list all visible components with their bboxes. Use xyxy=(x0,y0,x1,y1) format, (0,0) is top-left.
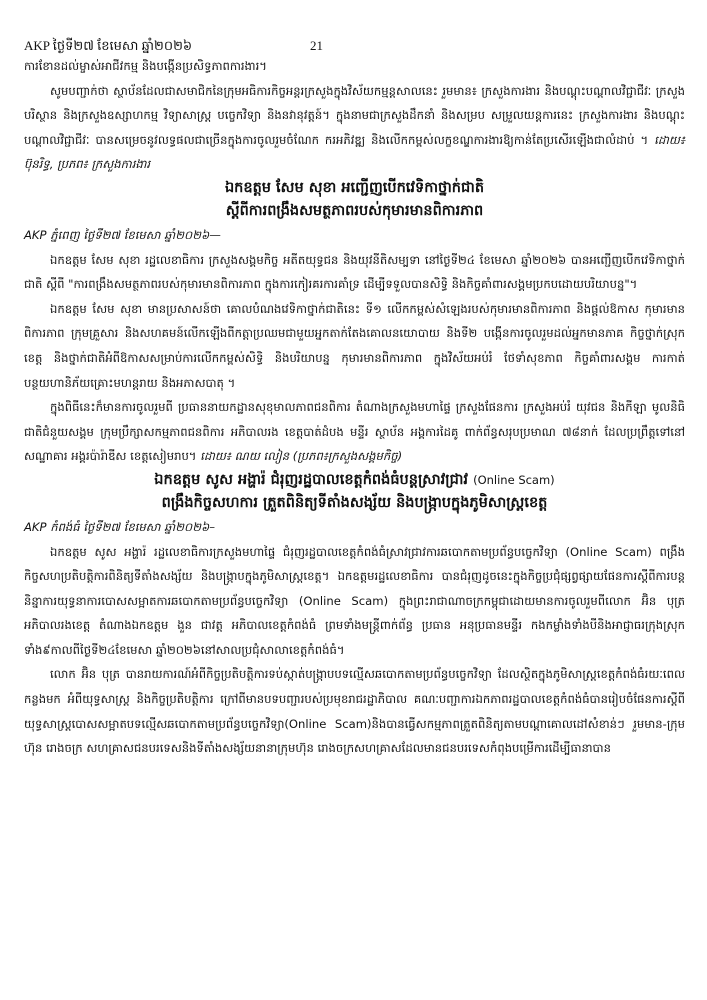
paragraph-text: ក្នុងពិធីនេះក៏មានការចូលរួមពី ប្រធាននាយកដ្ឋានសុខុមាលភាពជនពិការ តំណាងក្រសួងមហាផ្ទៃ ក្រសួងផែនការ ក្រសួងអប់រំ យុវជន និងកីឡា មូលនិធិជាតិជំនួយសង្គម ក្រុមប្រឹក្សាសកម្មភាពជនពិការ អភិបាលរង ខេត្តបាត់ដំបង មន្ទីរ ស្ថាប័ន អង្គការដៃគូ ពាក់ព័ន្ធសរុបប្រមាណ ៧៨នាក់ ដែលប្រព្រឹត្តទៅនៅសណ្ឋាគារ អង្គរប៉ារ៉ាឌីស ខេត្តសៀមរាប។ xyxy=(24,400,685,464)
article-paragraph: លោក អ៊ិន បុត្រ បានរាយការណ៍អំពីកិច្ចប្រតិបត្តិការទប់ស្កាត់បង្ក្រាបបទល្មើសឆបោកតាមប្រព័ន្ធបច្ចេកវិទ្យា ដែលស្ថិតក្នុងភូមិសាស្ត្រខេត្តកំពង់ធំរយៈពេលកន្លងមក អំពីយុទ្ធសាស្ត្រ និងកិច្ចប្រតិបត្តិការ ក្រៅពីមានបទបញ្ជារបស់ប្រមុខរាជរដ្ឋាភិបាល គណៈបញ្ជាការឯកភាពរដ្ឋបាលខេត្តកំពង់ធំបានរៀបចំផែនការស្តីពីយុទ្ធសាស្ត្របោសសម្អាតបទល្មើសឆបោកតាមប្រព័ន្ធបច្ចេកវិទ្យា(Online Scam)និងបានធ្វើសកម្មភាពត្រួតពិនិត្យតាមបណ្តាគោលដៅសំខាន់ៗ រួមមាន-ក្រុមហ៊ុន រោងចក្រ សហគ្រាសជនបរទេសនិងទីតាំងសង្ស័យនានាក្រុមហ៊ុន រោងចក្រសហគ្រាសដែលមានជនបរទេសកំពុងបម្រើការដើម្បីធានាបាន xyxy=(24,667,685,756)
article-disability-forum xyxy=(24,177,685,469)
article-tail: ការខែានដល់ម្ចាស់អាជីវកម្ម និងបង្កើនប្រសិទ្ធភាពការងារ។ xyxy=(24,59,267,73)
article-labor-inspection xyxy=(24,54,685,177)
header-source-date: AKP ថ្ងៃទី២៧ ខែមេសា ឆ្នាំ២០២៦ xyxy=(24,38,193,53)
page-header xyxy=(24,32,685,54)
article-online-scam xyxy=(24,469,685,761)
headline-line-2: ពង្រឹងកិច្ចសហការ ត្រួតពិនិត្យទីតាំងសង្ស័យ និងបង្ក្រាបក្នុងភូមិសាស្ត្រខេត្ត xyxy=(161,494,548,511)
page-number: 21 xyxy=(310,38,323,53)
headline-line-2: ស្តីពីការពង្រឹងសមត្ថភាពរបស់កុមារមានពិការភាព xyxy=(225,202,484,219)
headline-line-1: ឯកឧត្តម សូស អង្ហារ៉ ជំរុញរដ្ឋបាលខេត្តកំពង់ធំបន្តស្រាវជ្រាវ xyxy=(154,471,469,488)
article-paragraph: ឯកឧត្តម សែម សុខា មានប្រសាសន៍ថា គោលបំណងវេទិកាថ្នាក់ជាតិនេះ ទី១ លើកកម្ពស់សំឡេងរបស់កុមារមានពិការភាព និងផ្តល់ឱកាស កុមារមានពិការភាព ក្រុមគ្រួសារ និងសហគមន៍លើកឡើងពីកត្តាប្រឈមជាមួយអ្នកតាក់តែងគោលនយោបាយ និងទី២ បង្កើនការចូលរួមដល់អ្នកមានភាគ កិច្ចថ្នាក់ស្រុក ខេត្ត និងថ្នាក់ជាតិអំពីឱកាសសម្រាប់ការលើកកម្ពស់សិទ្ធិ និងបរិយាបន្ន កុមារមានពិការភាព ក្នុងវិស័យអប់រំ ថែទាំសុខភាព កិច្ចគាំពារសង្គម ការកាត់បន្ថយហានិភ័យគ្រោះមហន្តរាយ និងអភាសបាតុ ។ xyxy=(24,301,685,390)
article-headline xyxy=(24,469,685,515)
article-credit: ដោយ៖ ណយ លៀន (ប្រភព៖ក្រសួងសង្គមកិច្ច) xyxy=(200,449,403,464)
article-paragraph: ឯកឧត្តម សែម សុខា រដ្ឋលេខាធិការ ក្រសួងសង្គមកិច្ច អតីតយុទ្ធជន និងយុវនីតិសម្បទា នៅថ្ងៃទី២៤ ខែមេសា ឆ្នាំ២០២៦ បានអញ្ជើញបើកវេទិកាថ្នាក់ជាតិ ស្តីពី "ការពង្រឹងសមត្ថភាពរបស់កុមារមានពិការភាព ក្នុងការកៀរគរការគាំទ្រ ដើម្បីទទួលបានសិទ្ធិ និងកិច្ចគាំពារសង្គមប្រកបដោយបរិយាបន្ន"។ xyxy=(24,252,685,292)
article-paragraph: ឯកឧត្តម សូស អង្ហារ៉ រដ្ឋលេខាធិការក្រសួងមហាផ្ទៃ ជំរុញរដ្ឋបាលខេត្តកំពង់ធំស្រាវជ្រាវការឆបោកតាមប្រព័ន្ធបច្ចេកវិទ្យា (Online Scam) ពង្រឹងកិច្ចសហប្រតិបត្តិការពិនិត្យទីតាំងសង្ស័យ និងបង្ក្រាបក្នុងភូមិសាស្ត្រខេត្ត។ ឯកឧត្តមរដ្ឋលេខាធិការ បានជំរុញដូចនេះក្នុងកិច្ចប្រជុំផ្សព្វផ្សាយផែនការស្តីពីការបន្តនិន្នាការយុទ្ធនាការបោសសម្អាតការឆបោកតាមប្រព័ន្ធបច្ចេកវិទ្យា (Online Scam) ក្នុងព្រះរាជាណាចក្រកម្ពុជាដោយមានការចូលរួមពីលោក អ៊ិន បុត្រ អភិបាលរងខេត្ត តំណាងឯកឧត្តម ងួន ជាវត្ត អភិបាលខេត្តកំពង់ធំ ព្រមទាំងមន្ត្រីពាក់ព័ន្ធ ប្រធាន អនុប្រធានមន្ទីរ កងកម្លាំងទាំងបីនិងអាជ្ញាធរក្រុងស្រុកទាំង៩កាលពីថ្ងៃទី២៤ខែមេសា ឆ្នាំ២០២៦នៅសាលប្រជុំសាលាខេត្តកំពង់ធំ។ xyxy=(24,544,685,657)
headline-line-1: ឯកឧត្តម សែម សុខា អញ្ជើញបើកវេទិកាថ្នាក់ជាតិ xyxy=(224,179,485,196)
article-dateline: AKP កំពង់ធំ ថ្ងៃទី២៧ ខែមេសា ឆ្នាំ២០២៦– xyxy=(24,519,215,534)
article-headline xyxy=(24,177,685,223)
article-paragraph xyxy=(24,395,685,469)
headline-line-1-en: (Online Scam) xyxy=(473,472,555,487)
article-dateline: AKP ភ្នំពេញ ថ្ងៃទី២៧ ខែមេសា ឆ្នាំ២០២៦— xyxy=(24,227,221,242)
paragraph-text: សូមបញ្ជាក់ថា ស្ថាប័នដែលជាសមាជិកនៃក្រុមអធិការកិច្ចអន្តរក្រសួងក្នុងវិស័យកម្មន្តសាលនេះ រួមមាន៖ ក្រសួងការងារ និងបណ្តុះបណ្តាលវិជ្ជាជីវៈ ក្រសួងបរិស្ថាន និងក្រសួងឧស្សាហកម្ម វិទ្យាសាស្ត្រ បច្ចេកវិទ្យា និងនវានុវត្តន៍។ ក្នុងនាមជាក្រសួងដឹកនាំ និងសម្រប សម្រួលយន្តការនេះ ក្រសួងការងារ និងបណ្តុះបណ្តាលវិជ្ជាជីវៈ បានសម្រេចនូវលទ្ធផលជាច្រើនក្នុងការចូលរួមចំណែក ករអភិវឌ្ឍ និងលើកកម្ពស់លក្ខខណ្ឌការងារឱ្យកាន់តែប្រសើរឡើងជាលំដាប់ ។ xyxy=(24,83,685,147)
article-credit: ដោយ៖ ប៊ុនរិទ្ធ, ប្រភព៖ ក្រសួងការងារ xyxy=(24,132,686,172)
article-paragraph xyxy=(24,79,685,177)
